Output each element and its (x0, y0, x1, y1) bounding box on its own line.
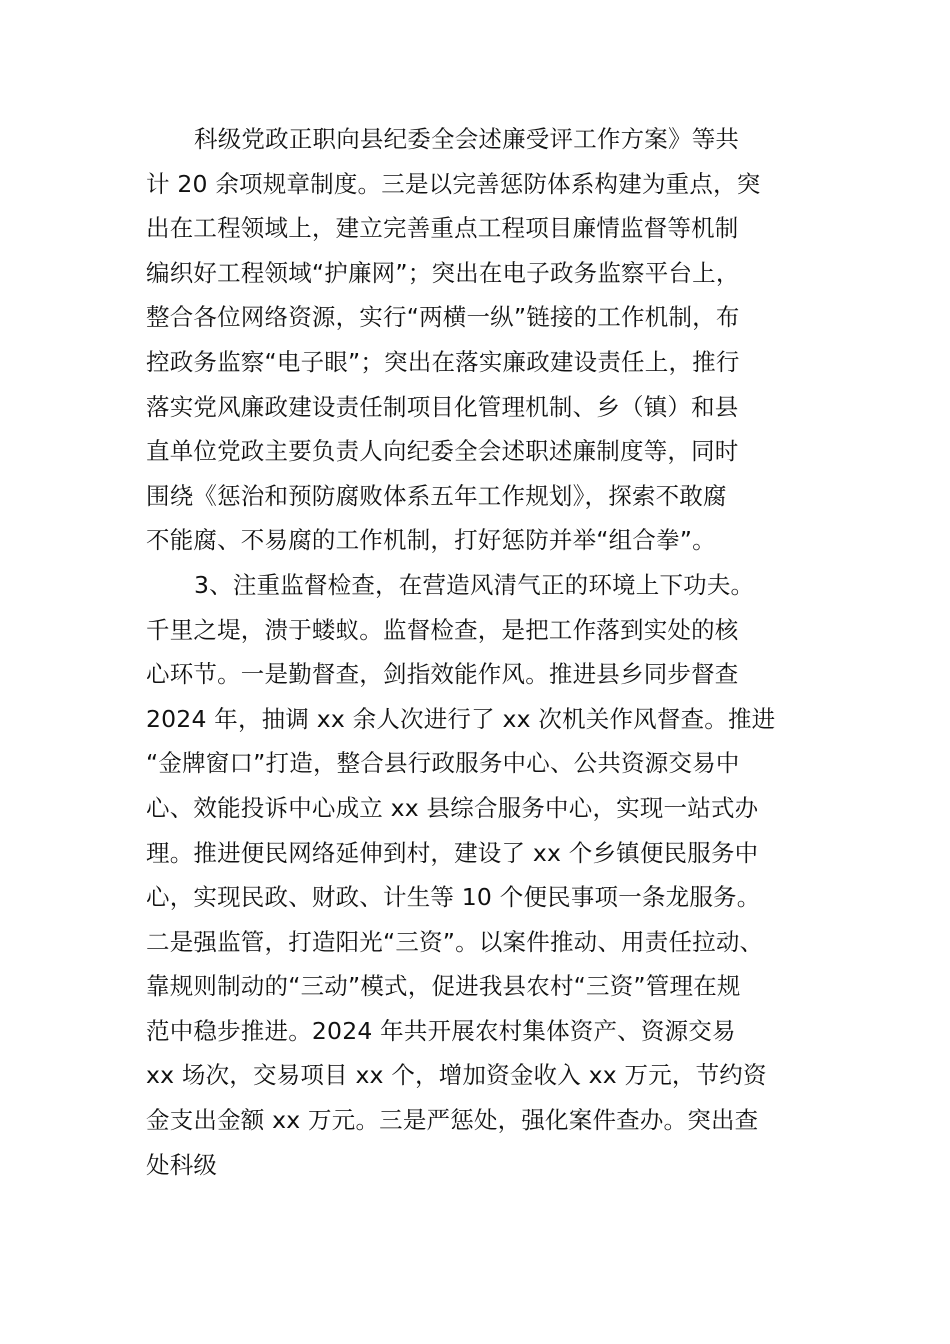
text-line: 不能腐、不易腐的工作机制，打好惩防并举“组合拳”。 (146, 526, 716, 555)
text-line: 千里之堤，溃于蝼蚁。监督检查，是把工作落到实处的核 (146, 615, 739, 644)
text-line: 编织好工程领域“护廉网”；突出在电子政务监察平台上， (146, 258, 740, 287)
text-line: 围绕《惩治和预防腐败体系五年工作规划》，探索不敢腐 (146, 481, 727, 510)
text-line: 处科级 (146, 1150, 218, 1179)
text-line: 整合各位网络资源，实行“两横一纵”链接的工作机制，布 (146, 303, 740, 332)
text-line: 直单位党政主要负责人向纪委全会述职述廉制度等，同时 (146, 437, 739, 466)
text-line: 控政务监察“电子眼”；突出在落实廉政建设责任上，推行 (146, 347, 740, 376)
text-line: xx 场次，交易项目 xx 个，增加资金收入 xx 万元，节约资 (146, 1061, 767, 1090)
text-line: 二是强监管，打造阳光“三资”。以案件推动、用责任拉动、 (146, 927, 764, 956)
text-line: 理。推进便民网络延伸到村，建设了 xx 个乡镇便民服务中 (146, 838, 759, 867)
text-line: 心环节。一是勤督查，剑指效能作风。推进县乡同步督查 (146, 660, 739, 689)
text-line: “金牌窗口”打造，整合县行政服务中心、公共资源交易中 (146, 749, 740, 778)
text-line: 心、效能投诉中心成立 xx 县综合服务中心，实现一站式办 (146, 793, 759, 822)
text-line: 计 20 余项规章制度。三是以完善惩防体系构建为重点，突 (146, 169, 761, 198)
text-line: 范中稳步推进。2024 年共开展农村集体资产、资源交易 (146, 1016, 736, 1045)
text-line: 靠规则制动的“三动”模式，促进我县农村“三资”管理在规 (146, 972, 741, 1001)
text-line: 心，实现民政、财政、计生等 10 个便民事项一条龙服务。 (146, 883, 761, 912)
text-line: 出在工程领域上，建立完善重点工程项目廉情监督等机制 (146, 214, 739, 243)
text-line: 金支出金额 xx 万元。三是严惩处，强化案件查办。突出查 (146, 1106, 759, 1135)
body-text (146, 117, 816, 1187)
text-line: 2024 年，抽调 xx 余人次进行了 xx 次机关作风督查。推进 (146, 704, 776, 733)
section-heading-line: 3、注重监督检查，在营造风清气正的环境上下功夫。 (194, 570, 755, 599)
text-line: 科级党政正职向县纪委全会述廉受评工作方案》等共 (194, 125, 740, 153)
text-line: 落实党风廉政建设责任制项目化管理机制、乡（镇）和县 (146, 392, 739, 421)
